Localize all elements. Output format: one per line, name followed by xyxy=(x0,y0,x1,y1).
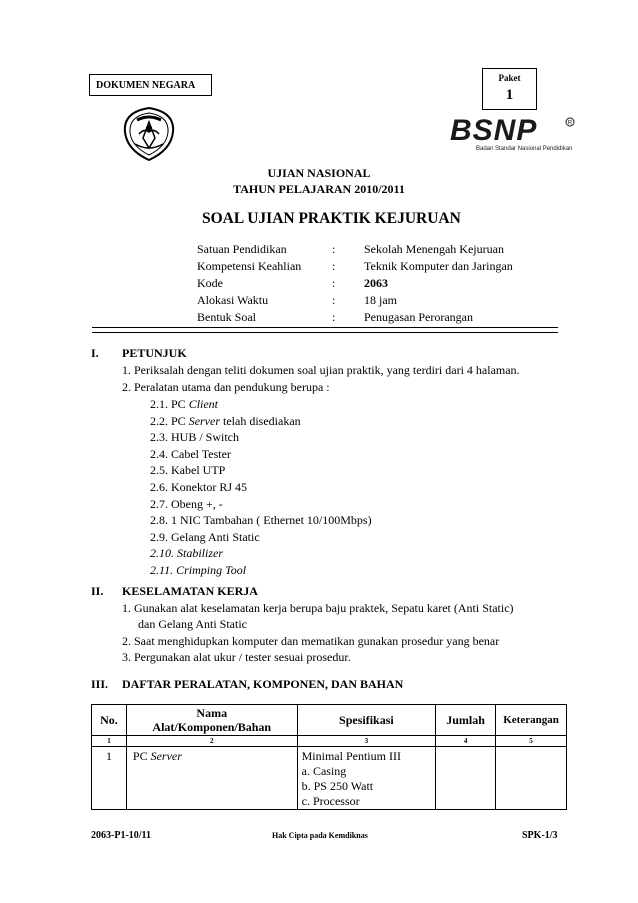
column-header-jumlah: Jumlah xyxy=(436,705,496,736)
petunjuk-item-2: 2. Peralatan utama dan pendukung berupa : xyxy=(122,380,330,394)
info-row xyxy=(0,241,638,258)
exam-year: TAHUN PELAJARAN 2010/2011 xyxy=(233,182,405,196)
info-label: Kompetensi Keahlian xyxy=(197,259,302,273)
section-number: III. xyxy=(91,677,109,691)
svg-text:R: R xyxy=(567,120,573,127)
info-separator: : xyxy=(332,276,336,290)
info-value: Teknik Komputer dan Jaringan xyxy=(364,259,513,273)
keselamatan-item-2: 2. Saat menghidupkan komputer dan mematikan gunakan prosedur yang benar xyxy=(122,634,500,648)
section-title-daftar: DAFTAR PERALATAN, KOMPONEN, DAN BAHAN xyxy=(122,677,404,691)
list-item: 2.2. PC Server telah disediakan xyxy=(150,413,301,428)
item-keterangan xyxy=(496,747,567,810)
column-header-spesifikasi: Spesifikasi xyxy=(297,705,436,736)
keselamatan-item-1-cont: dan Gelang Anti Static xyxy=(138,617,247,631)
tut-wuri-handayani-emblem xyxy=(117,104,181,164)
footer-copyright: Hak Cipta pada Kemdiknas xyxy=(272,831,368,840)
item-jumlah xyxy=(436,747,496,810)
info-separator: : xyxy=(332,310,336,324)
list-item: 2.9. Gelang Anti Static xyxy=(150,529,260,544)
info-row xyxy=(0,309,638,326)
info-value: 2063 xyxy=(364,276,388,290)
section-title-keselamatan: KESELAMATAN KERJA xyxy=(122,584,258,598)
table-header-row xyxy=(92,705,567,736)
exam-name: UJIAN NASIONAL xyxy=(267,166,371,180)
info-row xyxy=(0,258,638,275)
info-value: 18 jam xyxy=(364,293,397,307)
info-row xyxy=(0,275,638,292)
table-row xyxy=(92,747,567,810)
column-number-row xyxy=(92,736,567,747)
list-item: 2.6. Konektor RJ 45 xyxy=(150,479,247,494)
paket-label: Paket xyxy=(498,73,521,83)
keselamatan-item-1: 1. Gunakan alat keselamatan kerja berupa baju praktek, Sepatu karet (Anti Static) xyxy=(122,601,514,615)
info-label: Bentuk Soal xyxy=(197,310,256,324)
column-header-no: No. xyxy=(92,705,127,736)
bsnp-subtitle: Badan Standar Nasional Pendidikan xyxy=(476,146,573,152)
info-separator: : xyxy=(332,293,336,307)
info-separator: : xyxy=(332,259,336,273)
info-label: Kode xyxy=(197,276,223,290)
bsnp-logo xyxy=(450,114,575,157)
petunjuk-item-1: 1. Periksalah dengan teliti dokumen soal ujian praktik, yang terdiri dari 4 halaman. xyxy=(122,363,520,377)
footer-code: 2063-P1-10/11 xyxy=(91,830,151,841)
section-title-petunjuk: PETUNJUK xyxy=(122,346,187,360)
section-number: II. xyxy=(91,584,104,598)
page-title: SOAL UJIAN PRAKTIK KEJURUAN xyxy=(202,210,461,227)
bsnp-logo-text: BSNP xyxy=(450,114,538,147)
row-number: 1 xyxy=(92,747,127,810)
list-item: 2.3. HUB / Switch xyxy=(150,430,240,445)
list-item: 2.1. PC Client xyxy=(150,397,219,411)
item-spec: Minimal Pentium III a. Casing b. PS 250 Watt c. Processor xyxy=(297,747,436,810)
info-value: Penugasan Perorangan xyxy=(364,310,473,324)
column-number: 1 xyxy=(92,736,127,747)
list-item: 2.10. Stabilizer xyxy=(150,546,224,561)
info-value: Sekolah Menengah Kejuruan xyxy=(364,242,504,256)
list-item: 2.4. Cabel Tester xyxy=(150,446,231,461)
info-label: Satuan Pendidikan xyxy=(197,242,287,256)
document-classification-label: DOKUMEN NEGARA xyxy=(89,74,212,96)
equipment-list xyxy=(150,396,372,579)
section-number: I. xyxy=(91,346,99,360)
list-item: 2.7. Obeng +, - xyxy=(150,496,223,511)
footer-page: SPK-1/3 xyxy=(522,830,558,841)
registered-mark-icon xyxy=(565,117,575,127)
column-number: 2 xyxy=(126,736,297,747)
paket-number: 1 xyxy=(505,87,514,103)
column-number: 5 xyxy=(496,736,567,747)
item-name: PC Server xyxy=(126,747,297,810)
list-item: 2.5. Kabel UTP xyxy=(150,463,226,478)
column-header-keterangan: Keterangan xyxy=(496,705,567,736)
column-header-nama: Nama Alat/Komponen/Bahan xyxy=(126,705,297,736)
paket-box xyxy=(482,68,537,110)
list-item: 2.8. 1 NIC Tambahan ( Ethernet 10/100Mbps) xyxy=(150,513,372,528)
equipment-table xyxy=(91,704,567,810)
double-divider xyxy=(92,327,558,333)
column-number: 3 xyxy=(297,736,436,747)
info-row xyxy=(0,292,638,309)
info-label: Alokasi Waktu xyxy=(197,293,269,307)
info-separator: : xyxy=(332,242,336,256)
column-number: 4 xyxy=(436,736,496,747)
keselamatan-item-3: 3. Pergunakan alat ukur / tester sesuai prosedur. xyxy=(122,650,351,664)
list-item: 2.11. Crimping Tool xyxy=(150,562,247,577)
exam-info-list xyxy=(0,241,638,326)
